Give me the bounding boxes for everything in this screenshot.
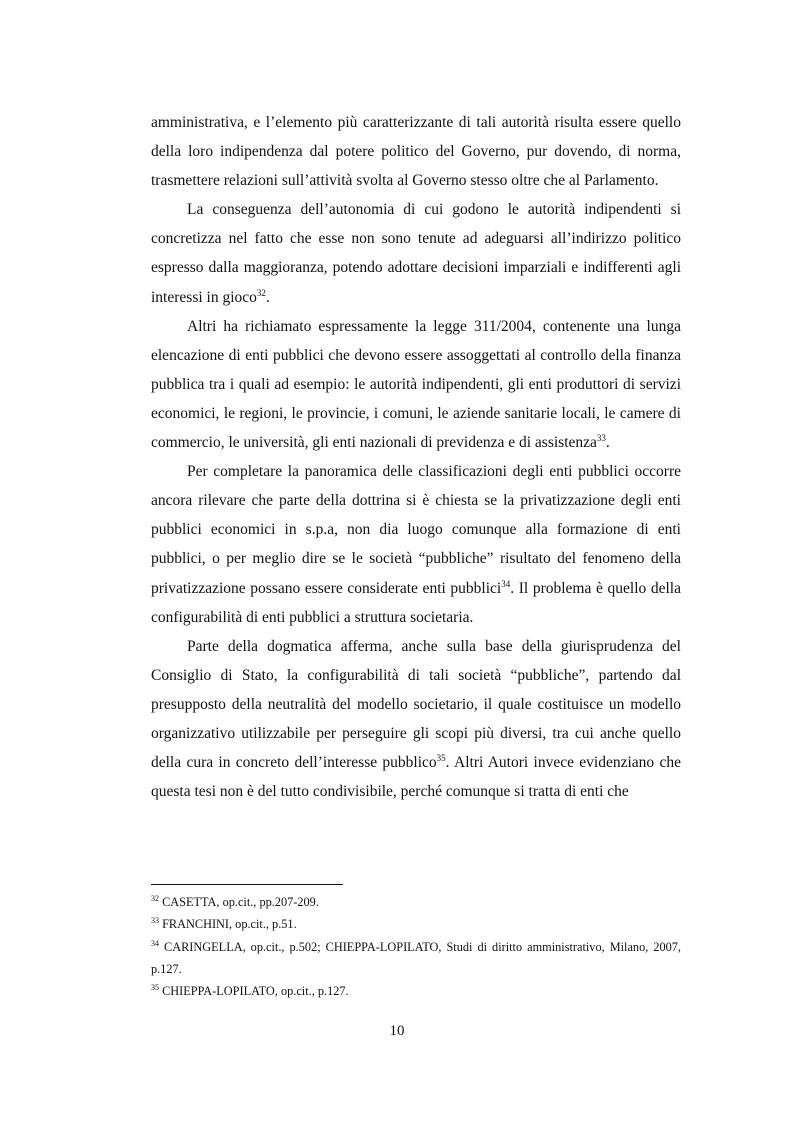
footnote-ref-34: 34	[501, 578, 511, 589]
paragraph-p2	[151, 195, 681, 311]
footnotes	[151, 891, 681, 1002]
footnote-34	[151, 936, 681, 981]
text-run: Parte della dogmatica afferma, anche sulla base della giurisprudenza del Consiglio di Stato, la configurabilità di tali società “pubbliche”, partendo dal presupposto della neutralità del modello societario, il quale costituisce un modello organizzativo utilizzabile per perseguire gli scopi più diversi, tra cui anche quello della cura in concreto dell’interesse pubblico	[151, 637, 681, 772]
footnote-ref-33: 33	[596, 433, 606, 444]
text-run: . Altri Autori invece evidenziano che questa tesi non è del tutto condivisibile, perché comunque si tratta di enti che	[151, 754, 681, 801]
text-run: Per completare la panoramica delle classificazioni degli enti pubblici occorre ancora rilevare che parte della dottrina si è chiesta se la privatizzazione degli enti pubblici economici in s.p.a, non dia luogo comunque alla formazione di enti pubblici, o per meglio dire se le società “pubbliche” risultato del fenomeno della privatizzazione possano essere considerate enti pubblici	[151, 463, 681, 597]
paragraph-p4	[151, 457, 681, 632]
body-text	[151, 108, 681, 806]
text-run: .	[265, 288, 270, 306]
footnote-ref-35: 35	[436, 753, 446, 764]
footnote-33	[151, 913, 681, 935]
paragraph-p3	[151, 312, 681, 457]
footnote-separator	[151, 884, 343, 885]
footnote-number: 35	[151, 983, 159, 993]
page-number: 10	[389, 1023, 405, 1039]
footnote-text: CASETTA, op.cit., pp.207-209.	[159, 895, 319, 909]
footnote-text: CARINGELLA, op.cit., p.502; CHIEPPA-LOPILATO, Studi di diritto amministrativo, Milano, 2007, p.127.	[151, 939, 681, 976]
text-run: . Il problema è quello della configurabilità di enti pubblici a struttura societaria.	[151, 579, 681, 626]
footnote-text: FRANCHINI, op.cit., p.51.	[159, 917, 297, 932]
footnote-32	[151, 891, 681, 913]
footnote-text: CHIEPPA-LOPILATO, op.cit., p.127.	[159, 984, 349, 999]
paragraph-p1	[151, 108, 681, 195]
footnote-number: 33	[151, 916, 159, 926]
paragraph-p5	[151, 632, 681, 807]
text-run: .	[605, 434, 610, 452]
footnote-number: 34	[151, 938, 159, 948]
footnote-ref-32: 32	[256, 287, 266, 298]
text-run: La conseguenza dell’autonomia di cui godono le autorità indipendenti si concretizza nel fatto che esse non sono tenute ad adeguarsi all’indirizzo politico espresso dalla maggioranza, potendo adottare decisioni imparziali e indifferenti agli interessi in gioco	[151, 201, 681, 306]
footnote-number: 32	[151, 894, 159, 903]
footnote-35	[151, 980, 681, 1002]
text-run: amministrativa, e l’elemento più caratterizzante di tali autorità risulta essere quello della loro indipendenza dal potere politico del Governo, pur dovendo, di norma, trasmettere relazioni sull’attività svolta al Governo stesso oltre che al Parlamento.	[151, 114, 681, 190]
text-run: Altri ha richiamato espressamente la legge 311/2004, contenente una lunga elencazione di enti pubblici che devono essere assoggettati al controllo della finanza pubblica tra i quali ad esempio: le autorità indipendenti, gli enti produttori di servizi economici, le regioni, le provincie, i comuni, le aziende sanitarie locali, le camere di commercio, le università, gli enti nazionali di previdenza e di assistenza	[151, 317, 681, 452]
